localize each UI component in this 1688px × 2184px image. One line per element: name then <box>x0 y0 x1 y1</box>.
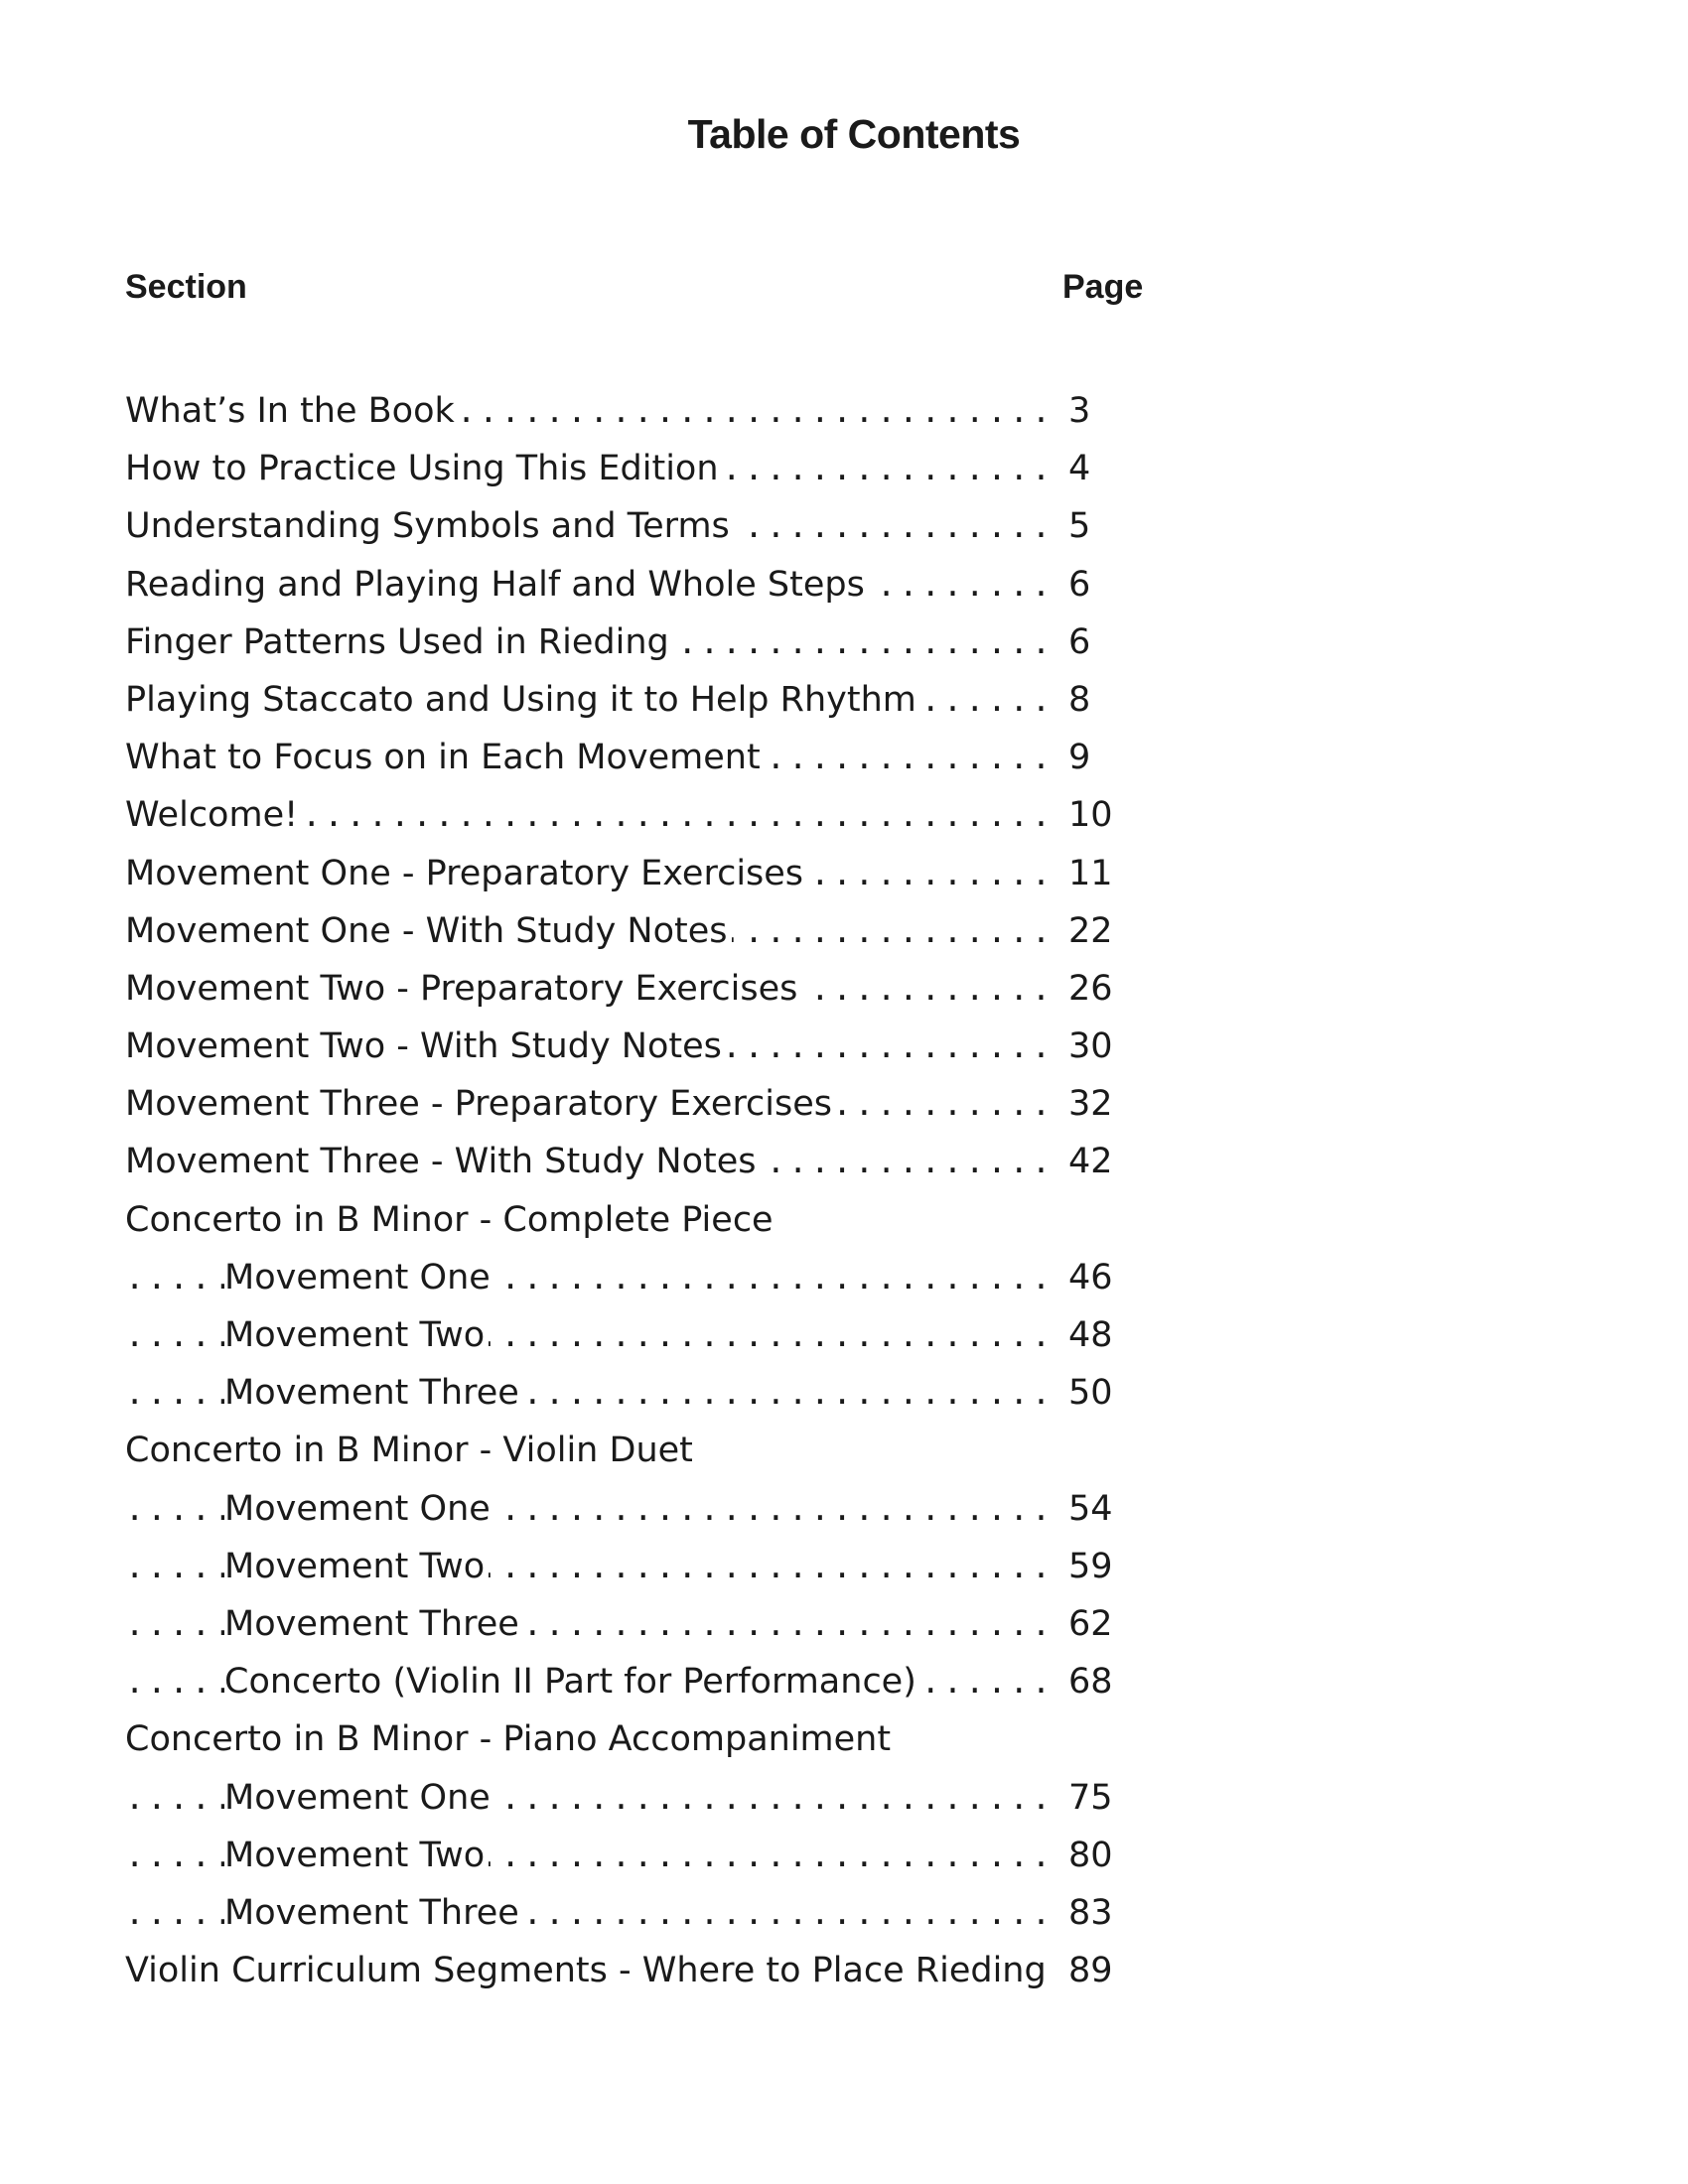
toc-entry-label: Movement One <box>224 1480 494 1538</box>
toc-entry-label: Movement Three <box>224 1884 523 1942</box>
toc-subentry <box>125 1595 1118 1653</box>
toc-entry <box>125 671 1118 729</box>
toc-group-heading <box>125 1710 1118 1768</box>
toc-entry-page: 5 <box>1068 506 1091 547</box>
toc-entry-label: Violin Curriculum Segments - Where to Place Rieding <box>125 1942 1051 1999</box>
toc-entry-label: Movement Three <box>224 1595 523 1653</box>
toc-subentry <box>125 1653 1118 1710</box>
toc-entry <box>125 1018 1118 1075</box>
toc-entry-label: Reading and Playing Half and Whole Steps <box>125 556 869 614</box>
toc-entry-label: Movement Two <box>224 1538 489 1595</box>
toc-entry <box>125 556 1118 614</box>
toc-entry <box>125 1133 1118 1190</box>
toc-subentry <box>125 1249 1118 1306</box>
toc-entry-page: 22 <box>1068 910 1113 951</box>
toc-entry <box>125 786 1118 844</box>
toc-entry <box>125 845 1118 902</box>
page-column-header: Page <box>1062 268 1144 306</box>
toc-entry-page: 10 <box>1068 795 1113 836</box>
toc-entry-page: 8 <box>1068 679 1091 720</box>
toc-entry-page: 30 <box>1068 1026 1113 1067</box>
page-title: Table of Contents <box>687 111 1021 157</box>
toc-list <box>125 382 1118 1999</box>
toc-entry-page: 32 <box>1068 1084 1113 1125</box>
toc-entry <box>125 440 1118 497</box>
toc-group-label: Concerto in B Minor - Complete Piece <box>125 1191 777 1249</box>
toc-subentry <box>125 1884 1118 1942</box>
toc-entry-label: Concerto (Violin II Part for Performance) <box>224 1653 920 1710</box>
toc-subentry <box>125 1480 1118 1538</box>
toc-entry-page: 68 <box>1068 1662 1113 1703</box>
toc-entry-label: What’s In the Book <box>125 382 459 440</box>
toc-entry-page: 3 <box>1068 391 1091 431</box>
toc-entry-page: 6 <box>1068 621 1091 662</box>
toc-subentry <box>125 1306 1118 1364</box>
toc-entry-page: 80 <box>1068 1835 1113 1875</box>
toc-subentry <box>125 1538 1118 1595</box>
toc-subentry <box>125 1827 1118 1884</box>
toc-entry-label: Movement Three - Preparatory Exercises <box>125 1075 836 1133</box>
toc-entry-page: 6 <box>1068 564 1091 605</box>
toc-subentry <box>125 1364 1118 1422</box>
toc-entry-label: Movement One <box>224 1249 494 1306</box>
toc-group-heading <box>125 1422 1118 1479</box>
toc-entry <box>125 382 1118 440</box>
toc-entry <box>125 902 1118 960</box>
toc-entry-label: What to Focus on in Each Movement <box>125 729 765 786</box>
toc-entry <box>125 1942 1118 1999</box>
toc-entry-page: 54 <box>1068 1488 1113 1529</box>
toc-group-heading <box>125 1191 1118 1249</box>
toc-subentry <box>125 1769 1118 1827</box>
toc-entry <box>125 960 1118 1018</box>
toc-entry-page: 48 <box>1068 1315 1113 1355</box>
toc-entry-page: 50 <box>1068 1373 1113 1414</box>
toc-entry-page: 46 <box>1068 1257 1113 1297</box>
toc-entry-label: Movement Two <box>224 1306 489 1364</box>
toc-entry-page: 11 <box>1068 853 1113 893</box>
toc-entry-page: 42 <box>1068 1142 1113 1182</box>
toc-entry-label: Movement Three - With Study Notes <box>125 1133 761 1190</box>
toc-entry-label: Movement One <box>224 1769 494 1827</box>
toc-entry-page: 75 <box>1068 1777 1113 1818</box>
toc-group-label: Concerto in B Minor - Piano Accompaniment <box>125 1710 895 1768</box>
toc-entry-page: 59 <box>1068 1546 1113 1586</box>
section-column-header: Section <box>125 268 247 306</box>
toc-entry-page: 26 <box>1068 968 1113 1009</box>
toc-entry-label: How to Practice Using This Edition <box>125 440 723 497</box>
toc-entry-page: 89 <box>1068 1951 1113 1991</box>
toc-entry-page: 4 <box>1068 449 1091 489</box>
toc-entry-page: 9 <box>1068 738 1091 778</box>
toc-entry-page: 83 <box>1068 1892 1113 1933</box>
toc-entry-page: 62 <box>1068 1603 1113 1644</box>
toc-entry-label: Movement Two <box>224 1827 489 1884</box>
toc-entry-label: Playing Staccato and Using it to Help Rhythm <box>125 671 920 729</box>
toc-entry-label: Movement One - With Study Notes <box>125 902 732 960</box>
toc-entry <box>125 1075 1118 1133</box>
toc-entry-label: Understanding Symbols and Terms <box>125 497 734 555</box>
toc-entry <box>125 497 1118 555</box>
toc-entry-label: Movement Three <box>224 1364 523 1422</box>
toc-group-label: Concerto in B Minor - Violin Duet <box>125 1422 697 1479</box>
toc-entry-label: Movement Two - Preparatory Exercises <box>125 960 801 1018</box>
toc-entry-label: Welcome! <box>125 786 302 844</box>
toc-entry-label: Finger Patterns Used in Rieding <box>125 614 673 671</box>
toc-entry <box>125 729 1118 786</box>
toc-entry-label: Movement Two - With Study Notes <box>125 1018 726 1075</box>
toc-entry-label: Movement One - Preparatory Exercises <box>125 845 807 902</box>
toc-entry <box>125 614 1118 671</box>
